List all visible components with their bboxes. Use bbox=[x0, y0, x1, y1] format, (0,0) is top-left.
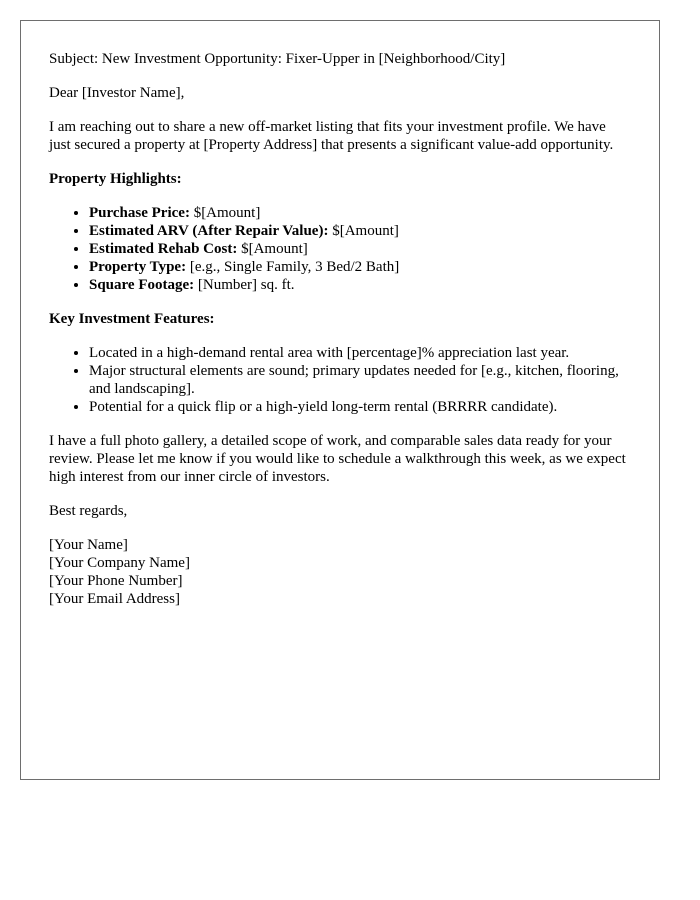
highlights-list bbox=[49, 204, 631, 294]
letter-page bbox=[20, 20, 660, 780]
highlight-label: Purchase Price: bbox=[89, 205, 190, 221]
signature-name: [Your Name] bbox=[49, 537, 128, 553]
signature-company: [Your Company Name] bbox=[49, 555, 190, 571]
subject-line: Subject: New Investment Opportunity: Fixer-Upper in [Neighborhood/City] bbox=[49, 51, 506, 67]
closing-line: Best regards, bbox=[49, 503, 128, 519]
highlight-value: $[Amount] bbox=[237, 241, 308, 257]
feature-item: • Located in a high-demand rental area with [percentage]% appreciation last year. bbox=[89, 344, 631, 362]
signature-block bbox=[49, 536, 631, 608]
highlight-value: [Number] sq. ft. bbox=[194, 277, 295, 293]
highlight-item-purchase-price bbox=[89, 204, 631, 222]
highlight-value: $[Amount] bbox=[328, 223, 399, 239]
highlight-item-square-footage bbox=[89, 276, 631, 294]
intro-paragraph: I am reaching out to share a new off-market listing that fits your investment profile. We have just secured a property at [Property Address] that presents a significant value-add opportunity. bbox=[49, 119, 614, 153]
feature-item: • Major structural elements are sound; primary updates needed for [e.g., kitchen, flooring, and landscaping]. bbox=[89, 362, 631, 398]
highlight-label: Property Type: bbox=[89, 259, 187, 275]
feature-item: • Potential for a quick flip or a high-yield long-term rental (BRRRR candidate). bbox=[89, 398, 631, 416]
highlight-label: Square Footage: bbox=[89, 277, 195, 293]
body-paragraph: I have a full photo gallery, a detailed scope of work, and comparable sales data ready for your review. Please let me know if you would like to schedule a walkthrough this week, as we expect high interest from our inner circle of investors. bbox=[49, 433, 626, 485]
features-list bbox=[49, 344, 631, 416]
highlight-value: $[Amount] bbox=[189, 205, 261, 221]
signature-phone: [Your Phone Number] bbox=[49, 573, 183, 589]
highlight-item-arv bbox=[89, 222, 631, 240]
highlight-item-property-type bbox=[89, 258, 631, 276]
salutation: Dear [Investor Name], bbox=[49, 85, 185, 101]
highlight-item-rehab-cost bbox=[89, 240, 631, 258]
highlight-label: Estimated ARV (After Repair Value): bbox=[89, 223, 329, 239]
signature-email: [Your Email Address] bbox=[49, 591, 180, 607]
highlights-heading: Property Highlights: bbox=[49, 171, 182, 187]
highlight-label: Estimated Rehab Cost: bbox=[89, 241, 238, 257]
features-heading: Key Investment Features: bbox=[49, 311, 215, 327]
highlight-value: [e.g., Single Family, 3 Bed/2 Bath] bbox=[186, 259, 400, 275]
